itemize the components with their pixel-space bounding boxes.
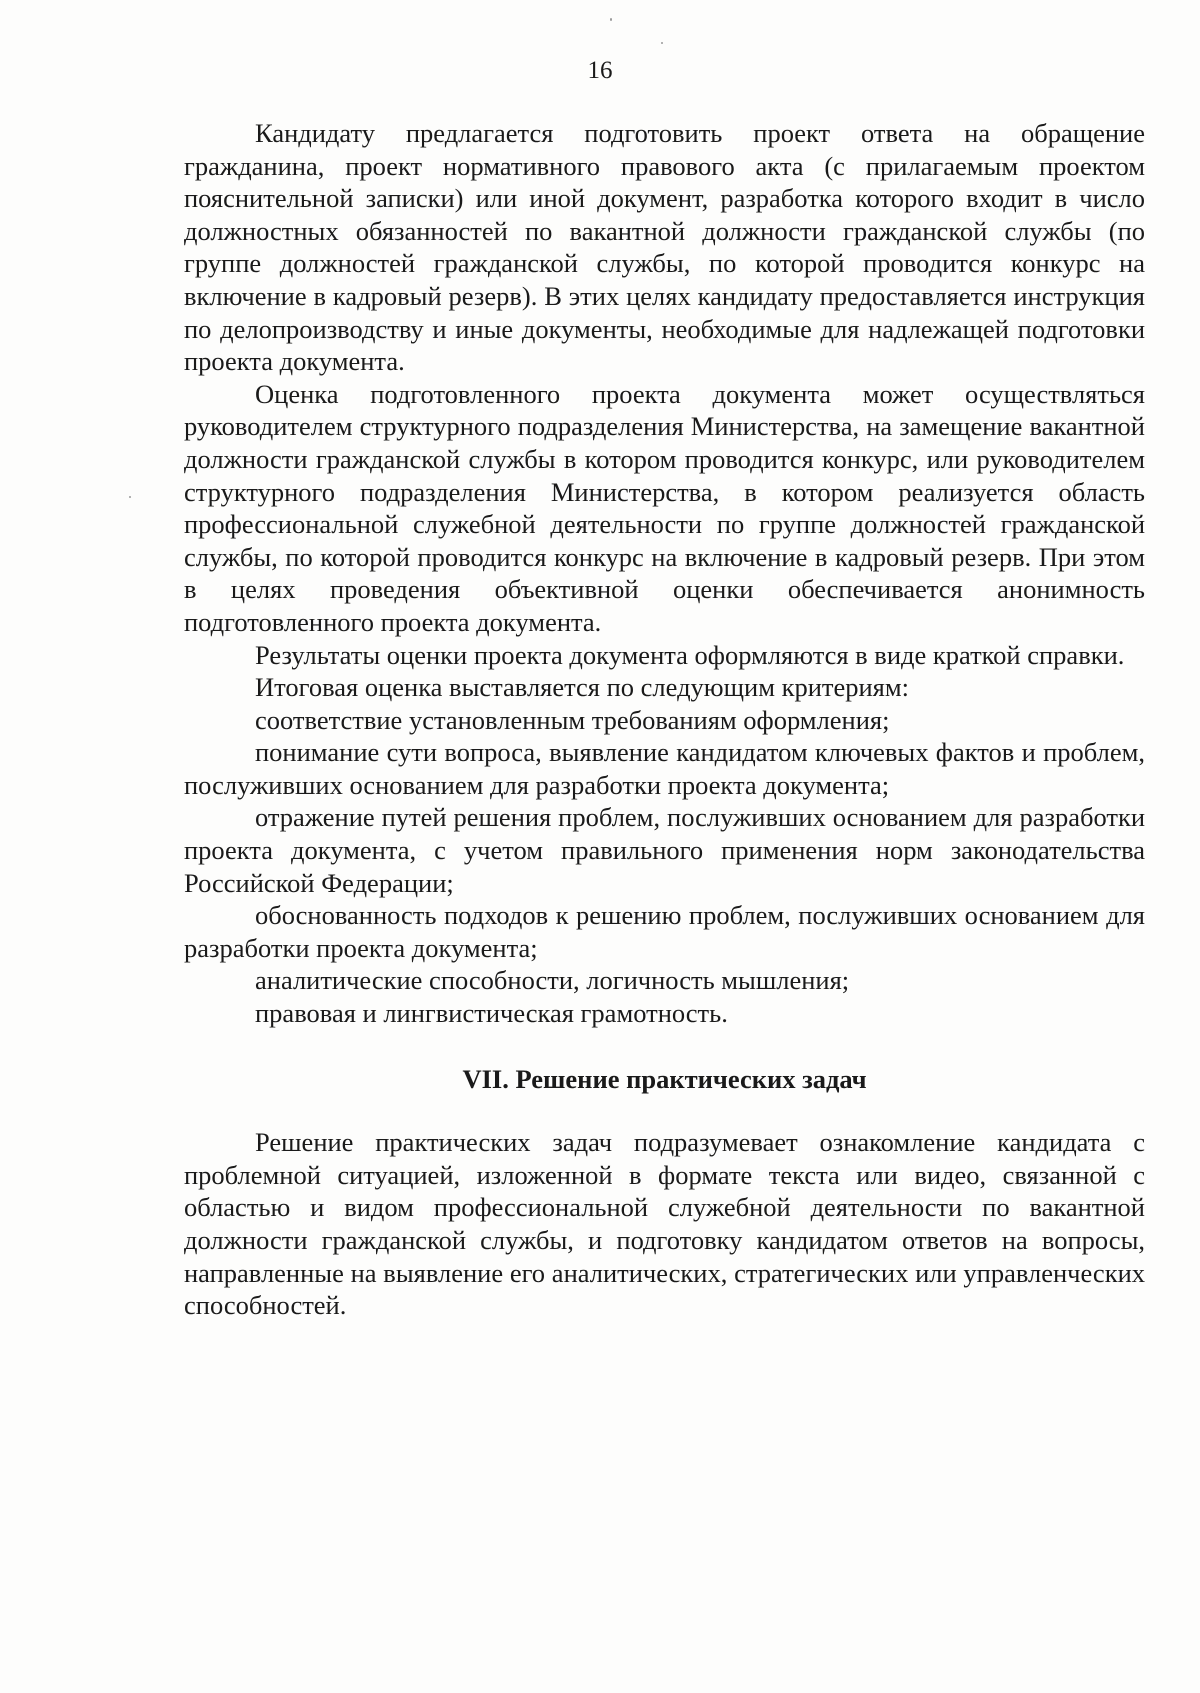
criterion-understanding: понимание сути вопроса, выявление кандидатом ключевых фактов и проблем, послуживших основанием для разработки проекта документа; xyxy=(184,737,1145,800)
criterion-analytical: аналитические способности, логичность мышления; xyxy=(255,965,850,996)
paragraph-draft-document-task: Кандидату предлагается подготовить проект ответа на обращение гражданина, проект нормативного правового акта (с прилагаемым проектом пояснительной записки) или иной документ, разработка которого входит в число должностных обязанностей по вакантной должности гражданской службы (по группе должностей гражданской службы, по которой проводится конкурс на включение в кадровый резерв). В этих целях кандидату предоставляется инструкция по делопроизводству и иные документы, необходимые для надлежащей подготовки проекта документа. xyxy=(184,118,1145,377)
page-number: 16 xyxy=(587,57,613,84)
criterion-formatting: соответствие установленным требованиям оформления; xyxy=(255,704,890,735)
paragraph-criteria-intro: Итоговая оценка выставляется по следующим критериям: xyxy=(255,672,909,703)
criterion-literacy: правовая и лингвистическая грамотность. xyxy=(255,998,728,1029)
paragraph-practical-tasks: Решение практических задач подразумевает ознакомление кандидата с проблемной ситуацией, изложенной в формате текста или видео, связанной с областью и видом профессиональной служебной деятельности по вакантной должности гражданской службы, и подготовку кандидатом ответов на вопросы, направленные на выявление его аналитических, стратегических или управленческих способностей. xyxy=(184,1127,1145,1321)
paragraph-draft-assessment: Оценка подготовленного проекта документа может осуществляться руководителем структурного подразделения Министерства, на замещение вакантной должности гражданской службы в котором проводится конкурс, или руководителем структурного подразделения Министерства, в котором реализуется область профессиональной служебной деятельности по группе должностей гражданской службы, по которой проводится конкурс на включение в кадровый резерв. При этом в целях проведения объективной оценки обеспечивается анонимность подготовленного проекта документа. xyxy=(184,378,1145,637)
paragraph-assessment-results: Результаты оценки проекта документа оформляются в виде краткой справки. xyxy=(255,639,1125,670)
scan-speck xyxy=(661,42,663,44)
section-heading: VII. Решение практических задач xyxy=(462,1063,867,1094)
scan-speck xyxy=(610,18,612,21)
criterion-solutions: отражение путей решения проблем, послуживших основанием для разработки проекта документа, с учетом правильного применения норм законодательства Российской Федерации; xyxy=(184,802,1145,898)
document-body xyxy=(184,117,1145,1322)
criterion-justification: обоснованность подходов к решению проблем, послуживших основанием для разработки проекта документа; xyxy=(184,900,1145,963)
scan-speck xyxy=(129,496,131,498)
